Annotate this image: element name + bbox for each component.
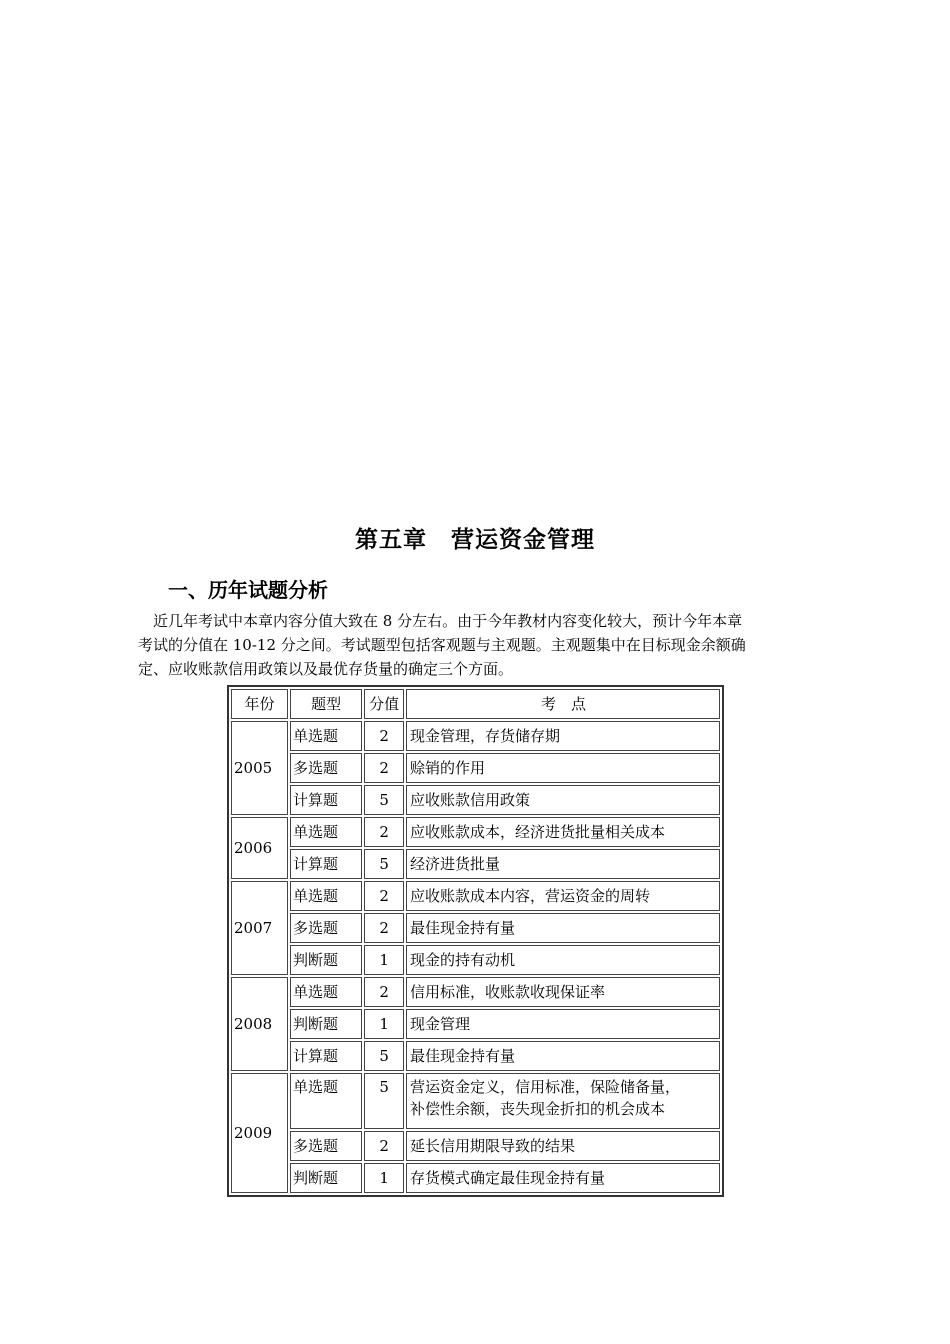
table-row (231, 785, 720, 815)
score-cell: 2 (364, 753, 404, 783)
topic-line: 营运资金定义，信用标准，保险储备量， (409, 1078, 680, 1096)
header-year: 年份 (231, 689, 288, 719)
topic-cell: 经济进货批量 (406, 849, 720, 879)
table-row (231, 849, 720, 879)
score-cell: 2 (364, 913, 404, 943)
score-cell: 2 (364, 977, 404, 1007)
score-cell: 1 (364, 945, 404, 975)
intro-line: 考试的分值在 10-12 分之间。考试题型包括客观题与主观题。主观题集中在目标现金余额确 (138, 636, 746, 654)
table-row (231, 1131, 720, 1161)
score-cell: 5 (364, 1073, 404, 1129)
type-cell: 判断题 (290, 945, 362, 975)
intro-line: 近几年考试中本章内容分值大致在 8 分左右。由于今年教材内容变化较大，预计今年本章 (153, 612, 743, 630)
year-cell: 2005 (231, 721, 288, 815)
topic-cell: 最佳现金持有量 (406, 913, 720, 943)
score-cell: 5 (364, 849, 404, 879)
type-cell: 单选题 (290, 977, 362, 1007)
type-cell: 单选题 (290, 1073, 362, 1129)
score-cell: 2 (364, 881, 404, 911)
intro-paragraph (138, 609, 818, 681)
type-cell: 计算题 (290, 785, 362, 815)
topic-cell: 现金管理 (406, 1009, 720, 1039)
topic-cell (406, 1073, 720, 1129)
topic-cell: 现金管理，存货储存期 (406, 721, 720, 751)
score-cell: 2 (364, 1131, 404, 1161)
topic-cell: 应收账款成本，经济进货批量相关成本 (406, 817, 720, 847)
topic-cell: 应收账款成本内容，营运资金的周转 (406, 881, 720, 911)
type-cell: 多选题 (290, 753, 362, 783)
table-header-row (231, 689, 720, 719)
year-cell: 2006 (231, 817, 288, 879)
exam-analysis-table (227, 685, 724, 1197)
header-topic: 考 点 (406, 689, 720, 719)
intro-line: 定、应收账款信用政策以及最优存货量的确定三个方面。 (138, 660, 514, 678)
year-cell: 2007 (231, 881, 288, 975)
topic-cell: 存货模式确定最佳现金持有量 (406, 1163, 720, 1193)
page-title: 第五章 营运资金管理 (355, 527, 595, 553)
table-row (231, 881, 720, 911)
topic-cell: 赊销的作用 (406, 753, 720, 783)
score-cell: 2 (364, 817, 404, 847)
topic-cell: 应收账款信用政策 (406, 785, 720, 815)
type-cell: 判断题 (290, 1009, 362, 1039)
type-cell: 单选题 (290, 881, 362, 911)
topic-cell: 信用标准，收账款收现保证率 (406, 977, 720, 1007)
score-cell: 1 (364, 1163, 404, 1193)
score-cell: 5 (364, 1041, 404, 1071)
table-row (231, 1041, 720, 1071)
topic-cell: 最佳现金持有量 (406, 1041, 720, 1071)
type-cell: 计算题 (290, 1041, 362, 1071)
score-cell: 5 (364, 785, 404, 815)
type-cell: 单选题 (290, 721, 362, 751)
section-heading: 一、历年试题分析 (168, 578, 328, 602)
table-row (231, 977, 720, 1007)
type-cell: 多选题 (290, 913, 362, 943)
score-cell: 1 (364, 1009, 404, 1039)
topic-cell: 现金的持有动机 (406, 945, 720, 975)
type-cell: 判断题 (290, 1163, 362, 1193)
table-row (231, 721, 720, 751)
year-cell: 2008 (231, 977, 288, 1071)
table-row (231, 753, 720, 783)
header-score: 分值 (364, 689, 404, 719)
topic-line: 补偿性余额，丧失现金折扣的机会成本 (409, 1100, 665, 1118)
table-row (231, 913, 720, 943)
type-cell: 计算题 (290, 849, 362, 879)
type-cell: 单选题 (290, 817, 362, 847)
table-row (231, 945, 720, 975)
table-row (231, 817, 720, 847)
type-cell: 多选题 (290, 1131, 362, 1161)
header-type: 题型 (290, 689, 362, 719)
table-row (231, 1009, 720, 1039)
table-row (231, 1163, 720, 1193)
topic-cell: 延长信用期限导致的结果 (406, 1131, 720, 1161)
table-row (231, 1073, 720, 1129)
year-cell: 2009 (231, 1073, 288, 1193)
score-cell: 2 (364, 721, 404, 751)
